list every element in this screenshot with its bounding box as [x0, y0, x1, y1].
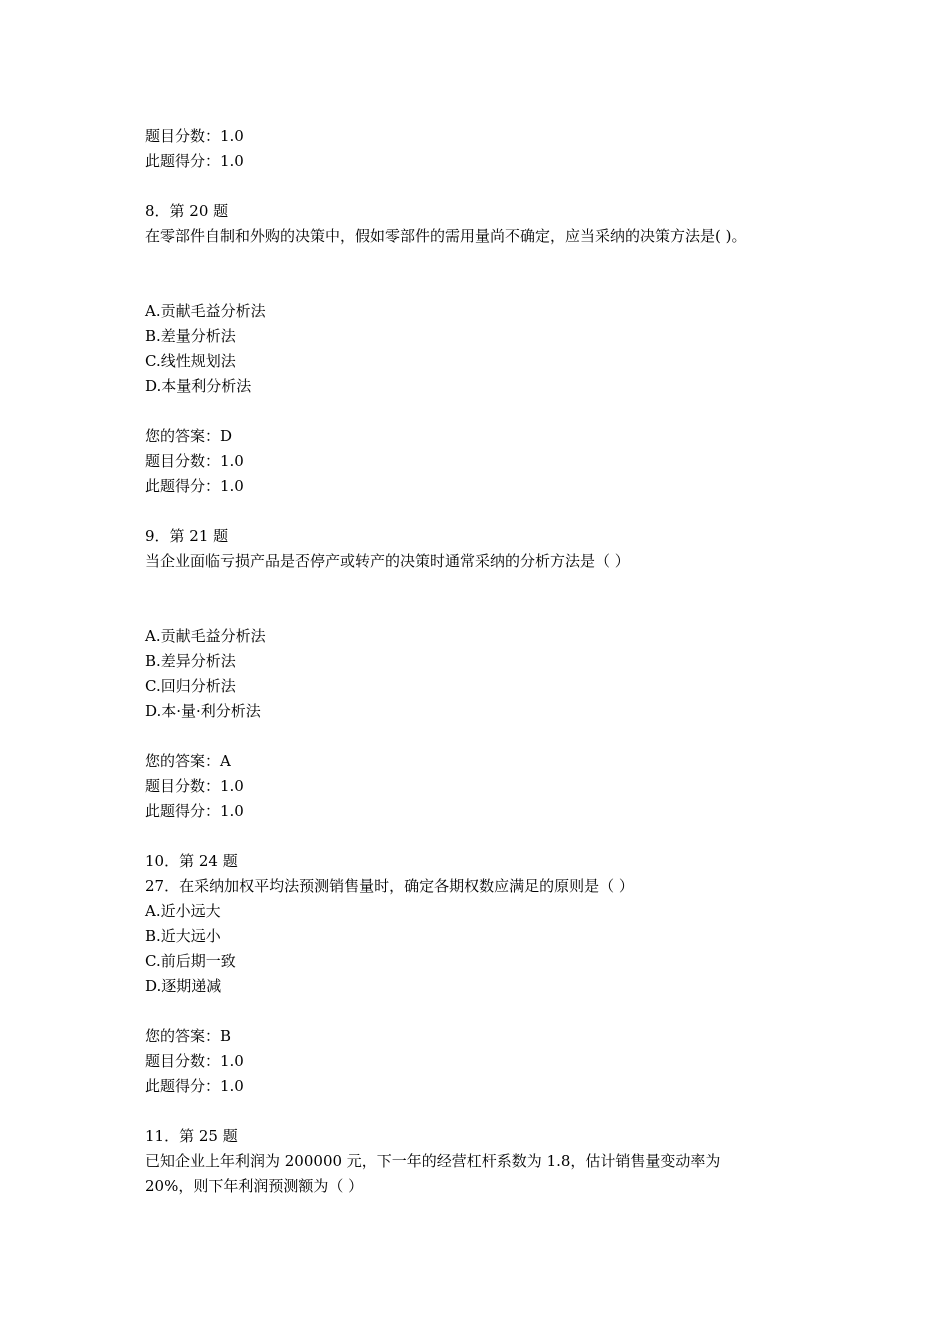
- question-header: 8．第 20 题: [145, 202, 229, 220]
- question-header: 10．第 24 题: [145, 852, 238, 870]
- prev-got: 此题得分：1.0: [145, 152, 244, 170]
- question-text: 在零部件自制和外购的决策中，假如零部件的需用量尚不确定，应当采纳的决策方法是( )。: [145, 227, 747, 245]
- question-text-line-2: 20%，则下年利润预测额为（ ）: [145, 1177, 364, 1195]
- your-answer: 您的答案：B: [145, 1027, 232, 1045]
- prev-score: 题目分数：1.0: [145, 127, 244, 145]
- question-header: 11．第 25 题: [145, 1127, 238, 1145]
- option-a: A.贡献毛益分析法: [145, 302, 266, 320]
- your-answer: 您的答案：A: [145, 752, 231, 770]
- question-text: 当企业面临亏损产品是否停产或转产的决策时通常采纳的分析方法是（ ）: [145, 552, 630, 570]
- your-answer: 您的答案：D: [145, 427, 233, 445]
- question-text: 27．在采纳加权平均法预测销售量时，确定各期权数应满足的原则是（ ）: [145, 877, 634, 895]
- question-got: 此题得分：1.0: [145, 1077, 244, 1095]
- question-score: 题目分数：1.0: [145, 777, 244, 795]
- option-d: D.本量利分析法: [145, 377, 252, 395]
- option-d: D.逐期递减: [145, 977, 222, 995]
- option-b: B.差异分析法: [145, 652, 236, 670]
- option-a: A.贡献毛益分析法: [145, 627, 266, 645]
- question-got: 此题得分：1.0: [145, 802, 244, 820]
- option-d: D.本·量·利分析法: [145, 702, 261, 720]
- option-b: B.差量分析法: [145, 327, 236, 345]
- question-text-line-1: 已知企业上年利润为 200000 元，下一年的经营杠杆系数为 1.8，估计销售量变动率为: [145, 1152, 721, 1170]
- option-a: A.近小远大: [145, 902, 221, 920]
- question-got: 此题得分：1.0: [145, 477, 244, 495]
- question-score: 题目分数：1.0: [145, 452, 244, 470]
- option-c: C.线性规划法: [145, 352, 236, 370]
- option-c: C.前后期一致: [145, 952, 236, 970]
- question-score: 题目分数：1.0: [145, 1052, 244, 1070]
- option-c: C.回归分析法: [145, 677, 236, 695]
- question-header: 9．第 21 题: [145, 527, 229, 545]
- document-page: [145, 124, 815, 1199]
- option-b: B.近大远小: [145, 927, 221, 945]
